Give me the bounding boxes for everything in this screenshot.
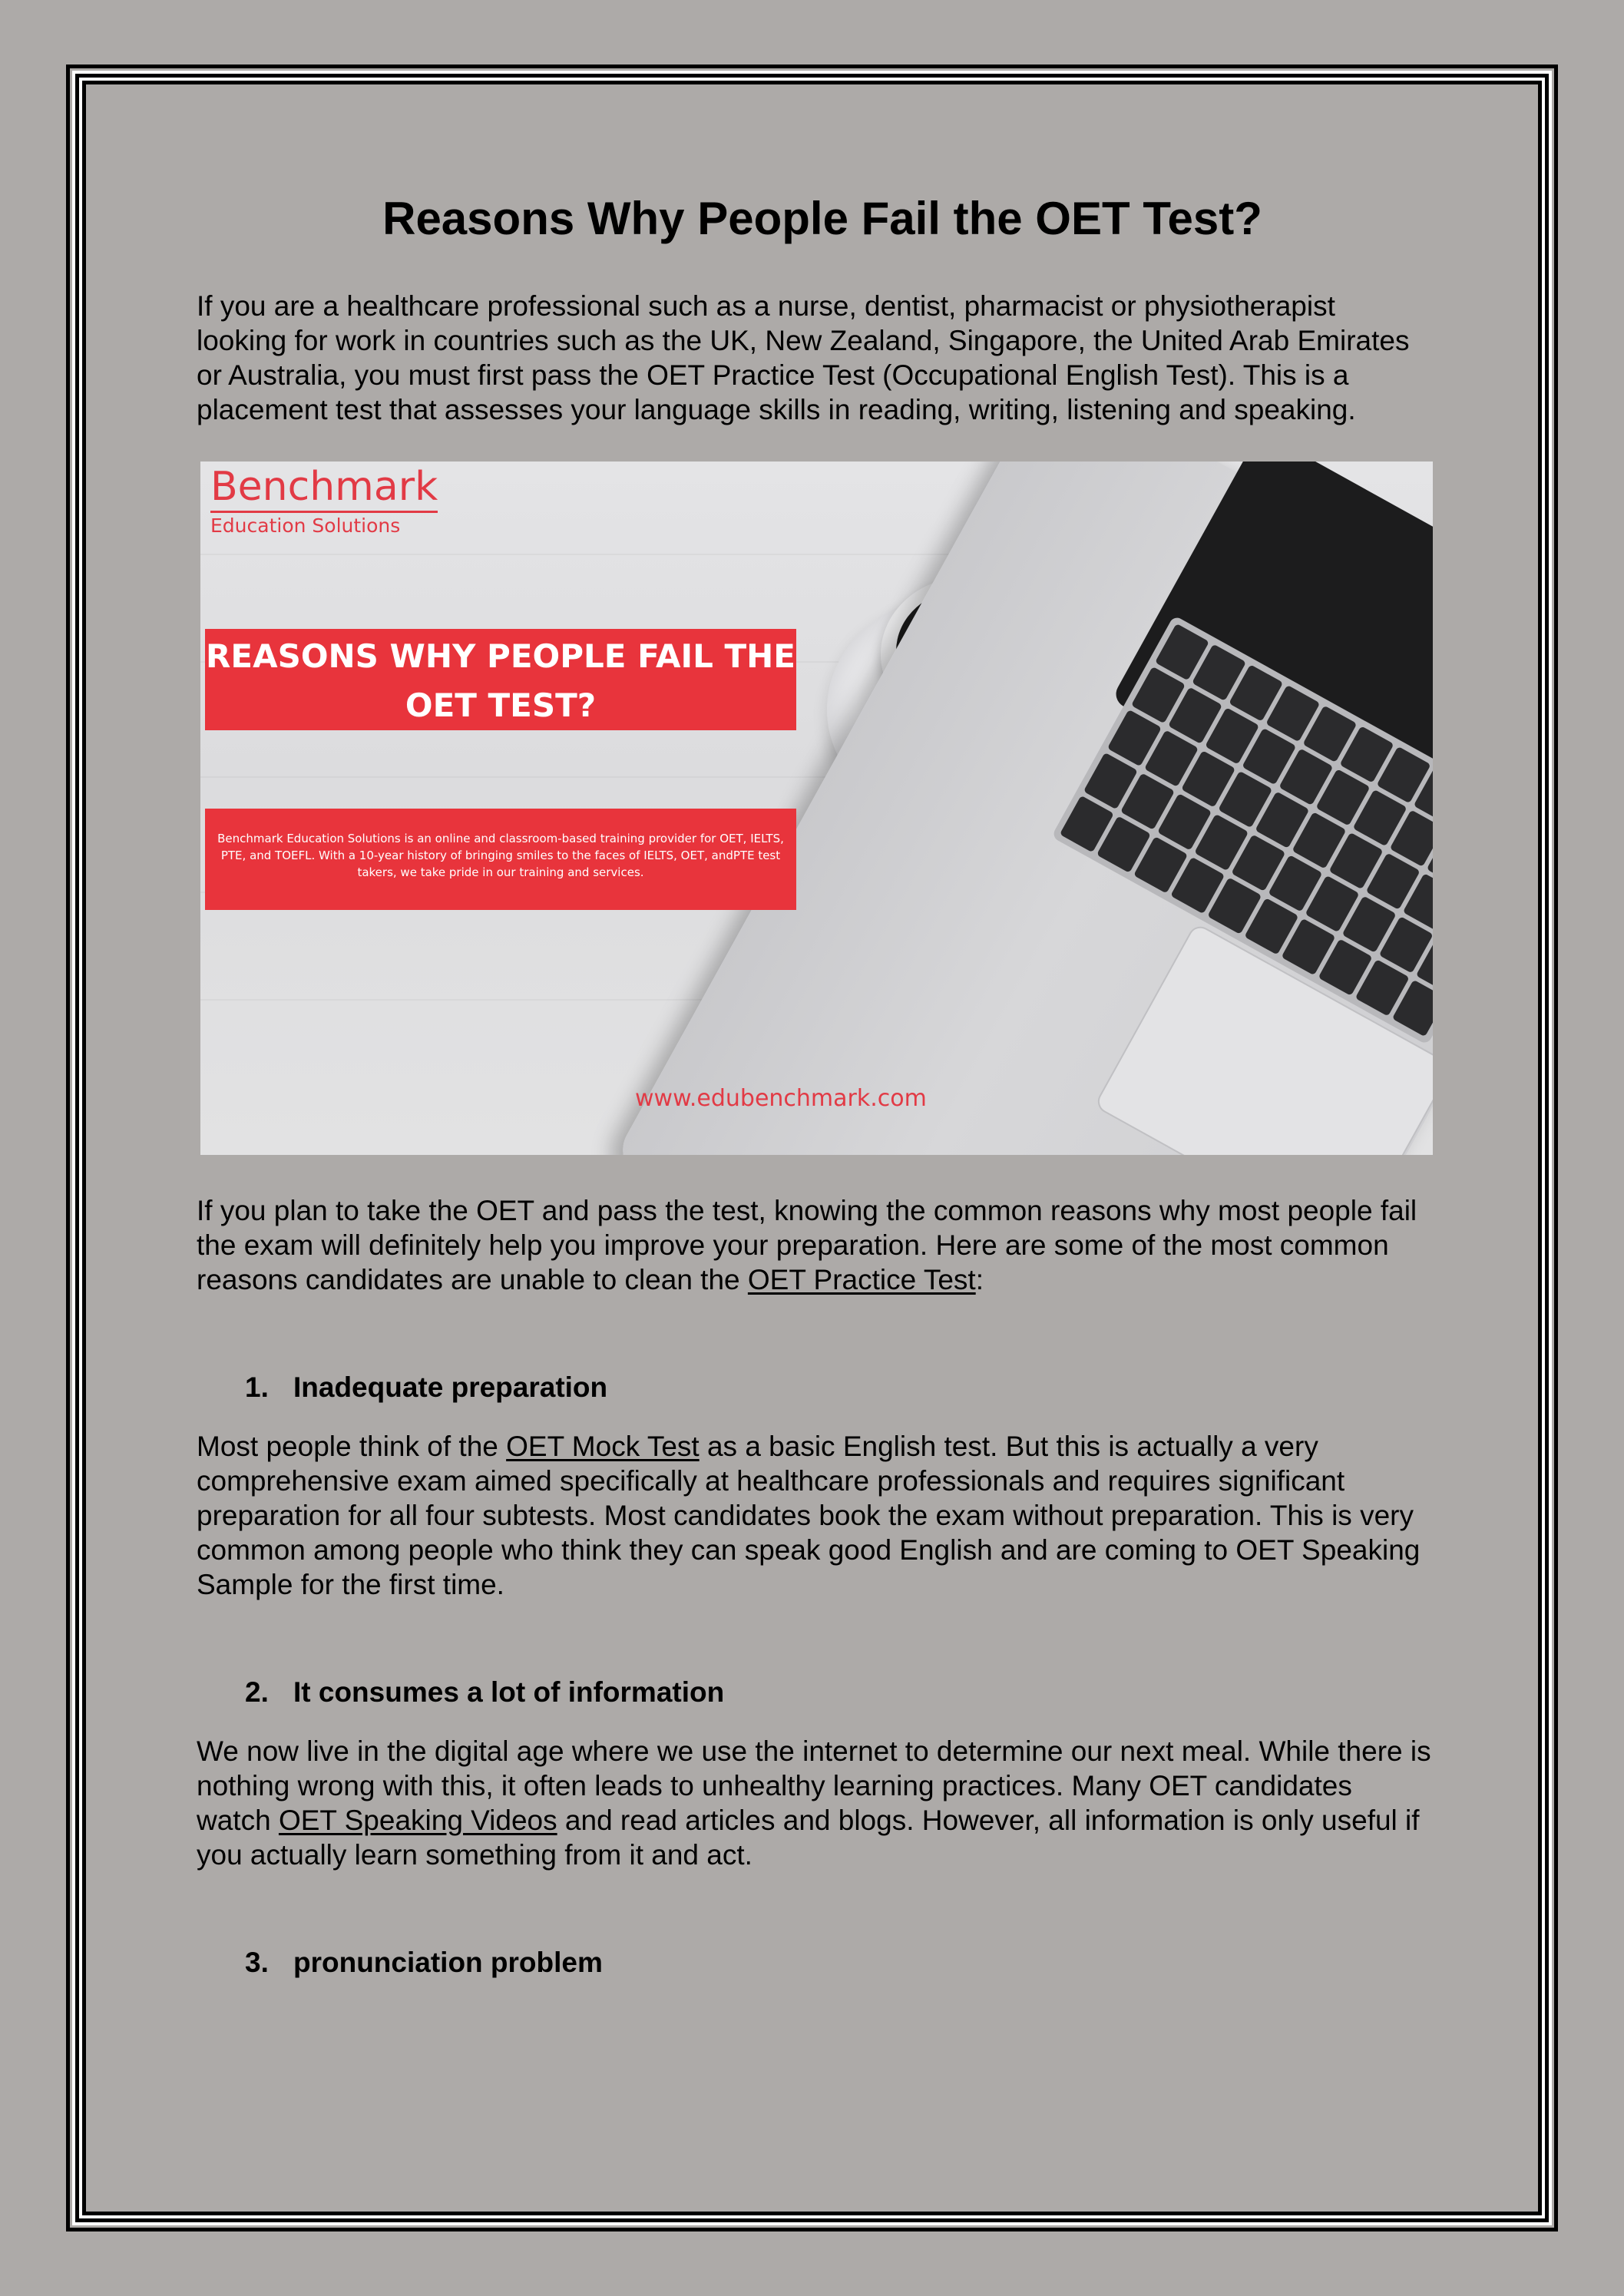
section-heading-2: [245, 1675, 1433, 1709]
section-heading-1: [245, 1370, 1433, 1404]
section-number: 3.: [245, 1947, 269, 1978]
section-heading-3: [245, 1945, 1433, 1980]
brand-logo: [210, 463, 438, 538]
oet-mock-test-link[interactable]: OET Mock Test: [506, 1431, 700, 1462]
section-title: pronunciation problem: [293, 1947, 603, 1978]
oet-practice-test-link[interactable]: OET Practice Test: [747, 1264, 976, 1295]
banner-url: www.edubenchmark.com: [635, 1085, 927, 1112]
section-number: 1.: [245, 1371, 269, 1403]
article: [197, 194, 1433, 2004]
oet-speaking-videos-link[interactable]: OET Speaking Videos: [278, 1805, 557, 1836]
intro-paragraph: If you are a healthcare professional such as a nurse, dentist, pharmacist or physiotherapist looking for work in countries such as the UK, New Zealand, Singapore, the United Arab Emirates or Australia, you must first pass the OET Practice Test (Occupational English Test). This is a placement test that assesses your language skills in reading, writing, listening and speaking.: [197, 290, 1410, 425]
banner-headline: REASONS WHY PEOPLE FAIL THE OET TEST?: [205, 629, 796, 730]
reasons-intro-paragraph: If you plan to take the OET and pass the test, knowing the common reasons why most people fail the exam will definitely help you improve your preparation. Here are some of the most common reasons candidates are unable to clean the OET Practice Test:: [197, 1195, 1417, 1295]
section-number: 2.: [245, 1676, 269, 1708]
page-title: Reasons Why People Fail the OET Test?: [382, 193, 1262, 244]
section-title: Inadequate preparation: [293, 1371, 608, 1403]
section-body-2: We now live in the digital age where we use the internet to determine our next meal. While there is nothing wrong with this, it often leads to unhealthy learning practices. Many OET candidates watch OET Speaking Videos and read articles and blogs. However, all information is only useful if you actually learn something from it and act.: [197, 1735, 1431, 1871]
brand-subtitle: Education Solutions: [210, 514, 401, 537]
banner-blurb: Benchmark Education Solutions is an online and classroom-based training provider for OET, IELTS, PTE, and TOEFL. With a 10-year history of bringing smiles to the faces of IELTS, OET, andPTE test takers, we take pride in our training and services.: [205, 809, 796, 910]
brand-name: Benchmark: [210, 463, 438, 513]
section-title: It consumes a lot of information: [293, 1676, 725, 1708]
banner-image: [200, 462, 1433, 1155]
section-body-1: Most people think of the OET Mock Test as a basic English test. But this is actually a very comprehensive exam aimed specifically at healthcare professionals and requires significant preparation for all four subtests. Most candidates book the exam without preparation. This is very common among people who think they can speak good English and are coming to OET Speaking Sample for the first time.: [197, 1431, 1421, 1600]
